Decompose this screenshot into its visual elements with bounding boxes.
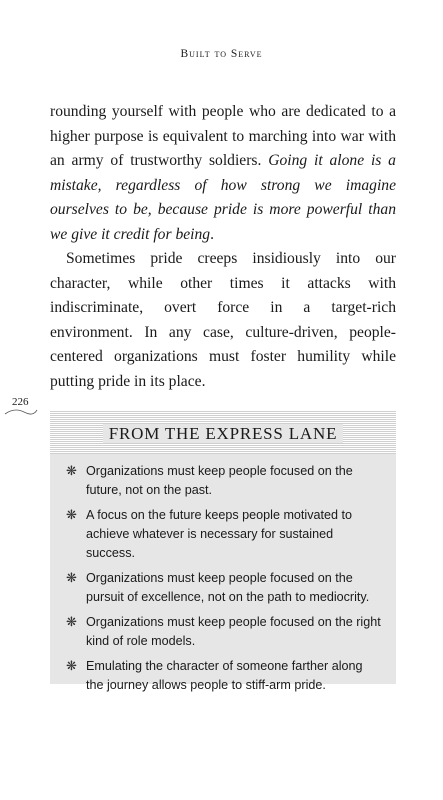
paragraph-1-end: . [210,225,214,243]
list-item-text: Organizations must keep people focused on the pursuit of excellence, not on the path to mediocrity. [86,571,370,604]
list-item [64,506,382,563]
paragraph-2: Sometimes pride creeps insidiously into our character, while other times it attacks with indiscriminate, overt force in a target-rich environment. In any case, culture-driven, people-centered organizations must foster humility while putting pride in its place. [50,250,396,390]
list-item [64,613,382,651]
express-lane-sidebar [50,410,396,692]
paragraph-1 [50,100,396,247]
asterism-icon: ❋ [66,464,77,479]
takeaway-list [50,454,396,695]
paragraph-1-italic: Going it alone is a mistake, regardless of how strong we imagine ourselves to be, because pride is more powerful than we give it credit for being [50,152,396,243]
page-number: 226 [12,396,29,408]
list-item-text: Organizations must keep people focused on the future, not on the past. [86,464,353,497]
sidebar-title-text: FROM THE EXPRESS LANE [103,424,344,443]
sidebar-title [50,424,396,444]
body-text [50,100,396,394]
list-item-text: A focus on the future keeps people motivated to achieve whatever is necessary for sustained success. [86,508,353,560]
list-item-text: Emulating the character of someone farther along the journey allows people to stiff-arm pride. [86,659,363,692]
asterism-icon: ❋ [66,615,77,630]
list-item-text: Organizations must keep people focused on the right kind of role models. [86,615,381,648]
list-item [64,657,382,695]
running-head: Built to Serve [180,48,263,60]
sidebar-header [50,410,396,454]
asterism-icon: ❋ [66,508,77,523]
list-item [64,569,382,607]
page-number-swash [4,408,38,416]
asterism-icon: ❋ [66,659,77,674]
asterism-icon: ❋ [66,571,77,586]
paragraph-1-plain: rounding yourself with people who are dedicated to a higher purpose is equivalent to marching into war with an army of trustworthy soldiers. [50,103,396,169]
list-item [64,462,382,500]
